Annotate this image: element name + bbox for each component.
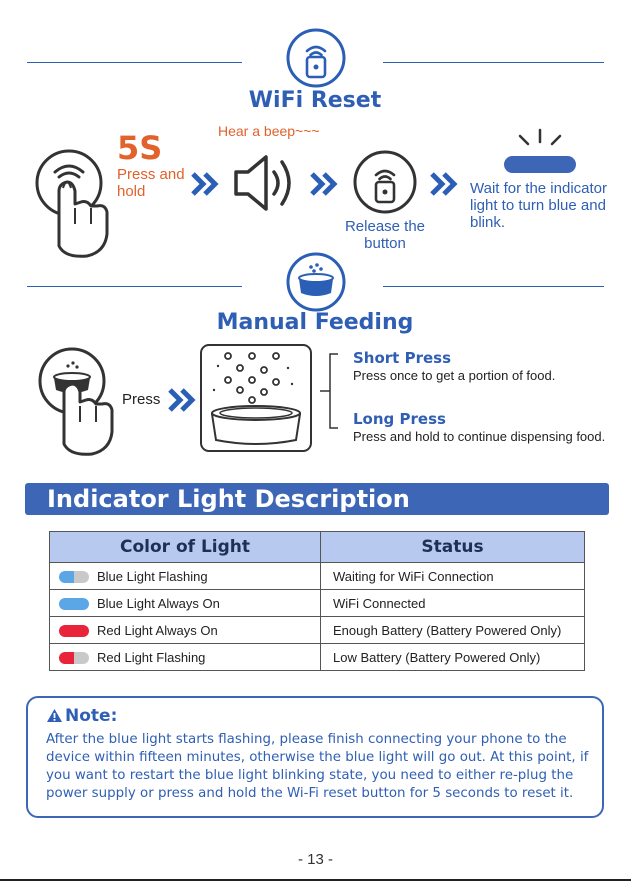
note-box	[26, 696, 604, 818]
indicator-banner	[25, 483, 609, 515]
light-pill	[59, 571, 89, 583]
light-color: Red Light Flashing	[97, 649, 206, 665]
bracket-line	[318, 352, 342, 430]
short-press-title: Short Press	[353, 349, 451, 367]
light-status: WiFi Connected	[321, 590, 585, 617]
feeder-dispensing-illustration	[200, 344, 312, 452]
release-label: Release the button	[344, 218, 426, 252]
indicator-title: Indicator Light Description	[47, 485, 410, 513]
chevron-right-icon	[430, 172, 460, 196]
seconds-label: 5S	[117, 129, 163, 167]
table-row	[50, 617, 585, 644]
blinking-light-icon	[500, 126, 580, 176]
wifi-reset-icon	[285, 27, 347, 89]
note-text: After the blue light starts flashing, please finish connecting your phone to the device within fifteen minutes, otherwise the blue light will go out. At this point, if you want to restart the blue light blinking state, you need to either re-plug the power supply or press and hold the Wi-Fi reset button for 5 seconds to reset it.	[46, 732, 589, 801]
chevron-right-icon	[191, 172, 221, 196]
chevron-right-icon	[310, 172, 340, 196]
wifi-reset-title: WiFi Reset	[248, 88, 382, 113]
table-row	[50, 590, 585, 617]
light-pill	[59, 625, 89, 637]
warning-icon	[46, 708, 63, 723]
feeder-icon	[285, 251, 347, 313]
header-color: Color of Light	[50, 532, 321, 563]
speaker-icon	[232, 152, 302, 214]
hand-press-feeder-icon	[38, 344, 118, 459]
table-row	[50, 563, 585, 590]
wifi-button-icon	[352, 149, 418, 215]
table-header	[50, 532, 585, 563]
light-pill	[59, 598, 89, 610]
light-color: Red Light Always On	[97, 622, 218, 638]
light-color: Blue Light Always On	[97, 595, 220, 611]
long-press-title: Long Press	[353, 410, 446, 428]
note-heading: Note:	[65, 706, 118, 726]
wait-label: Wait for the indicator light to turn blue and blink.	[470, 180, 607, 231]
page-number: - 13 -	[297, 851, 333, 868]
divider-right	[383, 286, 604, 287]
press-hold-label: Press and hold	[117, 166, 185, 200]
divider-left	[27, 62, 242, 63]
hand-press-wifi-icon	[35, 146, 115, 261]
beep-label: Hear a beep~~~	[218, 123, 320, 139]
divider-right	[383, 62, 604, 63]
light-status: Waiting for WiFi Connection	[321, 563, 585, 590]
light-status: Low Battery (Battery Powered Only)	[321, 644, 585, 671]
long-press-desc: Press and hold to continue dispensing food.	[353, 429, 606, 444]
light-pill	[59, 652, 89, 664]
light-color: Blue Light Flashing	[97, 568, 208, 584]
bottom-rule	[0, 879, 631, 881]
manual-feeding-title: Manual Feeding	[216, 310, 414, 335]
chevron-right-icon	[168, 388, 198, 412]
indicator-table	[49, 531, 585, 671]
press-label: Press	[122, 391, 161, 408]
short-press-desc: Press once to get a portion of food.	[353, 368, 556, 383]
header-status: Status	[321, 532, 585, 563]
divider-left	[27, 286, 242, 287]
light-status: Enough Battery (Battery Powered Only)	[321, 617, 585, 644]
table-row	[50, 644, 585, 671]
